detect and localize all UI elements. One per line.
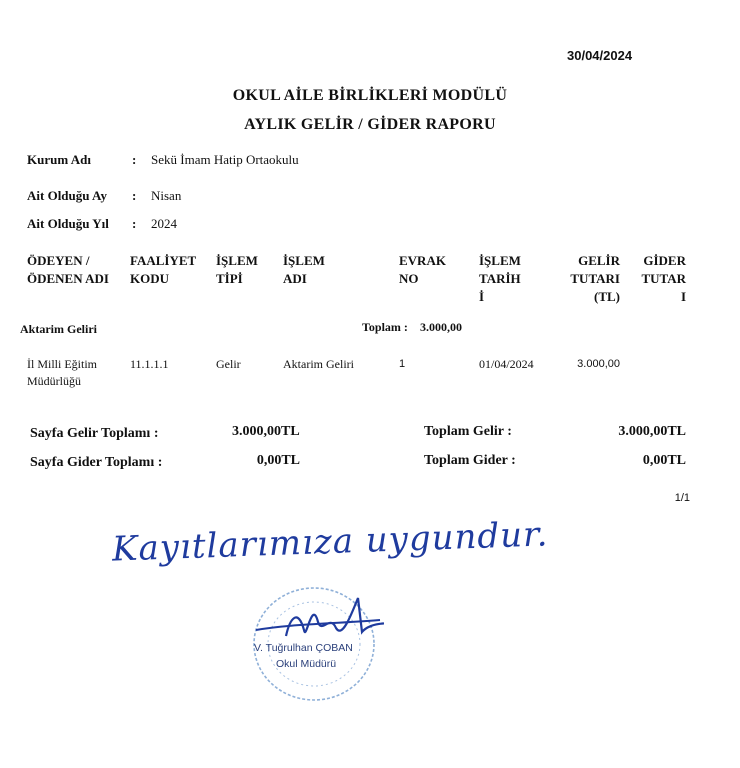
yil-value: 2024	[151, 216, 177, 231]
stamp-name: V. Tuğrulhan ÇOBAN	[254, 642, 353, 654]
report-subtitle: AYLIK GELİR / GİDER RAPORU	[244, 116, 496, 133]
col-evrak: EVRAK NO	[399, 253, 446, 286]
sayfa-gider-value: 0,00TL	[256, 453, 300, 468]
col-islem-tipi: İŞLEM TİPİ	[216, 253, 258, 286]
row-tarih: 01/04/2024	[479, 357, 534, 371]
toplam-gelir-value: 3.000,00TL	[618, 424, 686, 439]
toplam-gider-value: 0,00TL	[642, 453, 686, 468]
toplam-gelir-label: Toplam Gelir :	[424, 424, 512, 439]
col-tarih: İŞLEM TARİH İ	[479, 253, 521, 304]
row-islem-adi: Aktarim Geliri	[283, 357, 354, 371]
row-islem-tipi: Gelir	[216, 357, 241, 371]
toplam-gider-label: Toplam Gider :	[424, 453, 516, 468]
sayfa-gelir-value: 3.000,00TL	[232, 424, 300, 439]
handwritten-note: Kayıtlarımıza uygundur.	[111, 514, 550, 570]
group-name: Aktarim Geliri	[20, 322, 97, 336]
ay-value: Nisan	[151, 188, 182, 203]
col-islem-adi: İŞLEM ADI	[283, 253, 325, 286]
stamp-position: Okul Müdürü	[276, 658, 337, 670]
yil-label: Ait Olduğu Yıl	[27, 216, 109, 231]
ay-label: Ait Olduğu Ay	[27, 188, 107, 203]
report-title: OKUL AİLE BİRLİKLERİ MODÜLÜ	[232, 87, 508, 104]
group-total-label: Toplam :	[362, 320, 408, 334]
row-odeyen: İl Milli Eğitim Müdürlüğü	[27, 357, 98, 388]
page-number: 1/1	[674, 492, 690, 504]
row-evrak: 1	[399, 358, 406, 370]
col-faaliyet: FAALİYET KODU	[130, 253, 197, 286]
sayfa-gelir-label: Sayfa Gelir Toplamı :	[30, 426, 159, 441]
kurum-label: Kurum Adı	[27, 152, 91, 167]
col-gelir: GELİR TUTARI (TL)	[570, 253, 620, 304]
kurum-value: Sekü İmam Hatip Ortaokulu	[151, 152, 299, 167]
col-gider: GİDER TUTAR I	[641, 253, 686, 304]
col-odeyen: ÖDEYEN / ÖDENEN ADI	[27, 253, 109, 286]
ay-colon: :	[132, 188, 137, 203]
row-gelir: 3.000,00	[577, 358, 620, 370]
kurum-colon: :	[132, 152, 137, 167]
report-date: 30/04/2024	[567, 48, 633, 63]
official-stamp	[250, 578, 384, 706]
sayfa-gider-label: Sayfa Gider Toplamı :	[30, 455, 163, 470]
yil-colon: :	[132, 216, 137, 231]
row-faaliyet: 11.1.1.1	[130, 357, 169, 371]
group-total-value: 3.000,00	[420, 320, 462, 334]
